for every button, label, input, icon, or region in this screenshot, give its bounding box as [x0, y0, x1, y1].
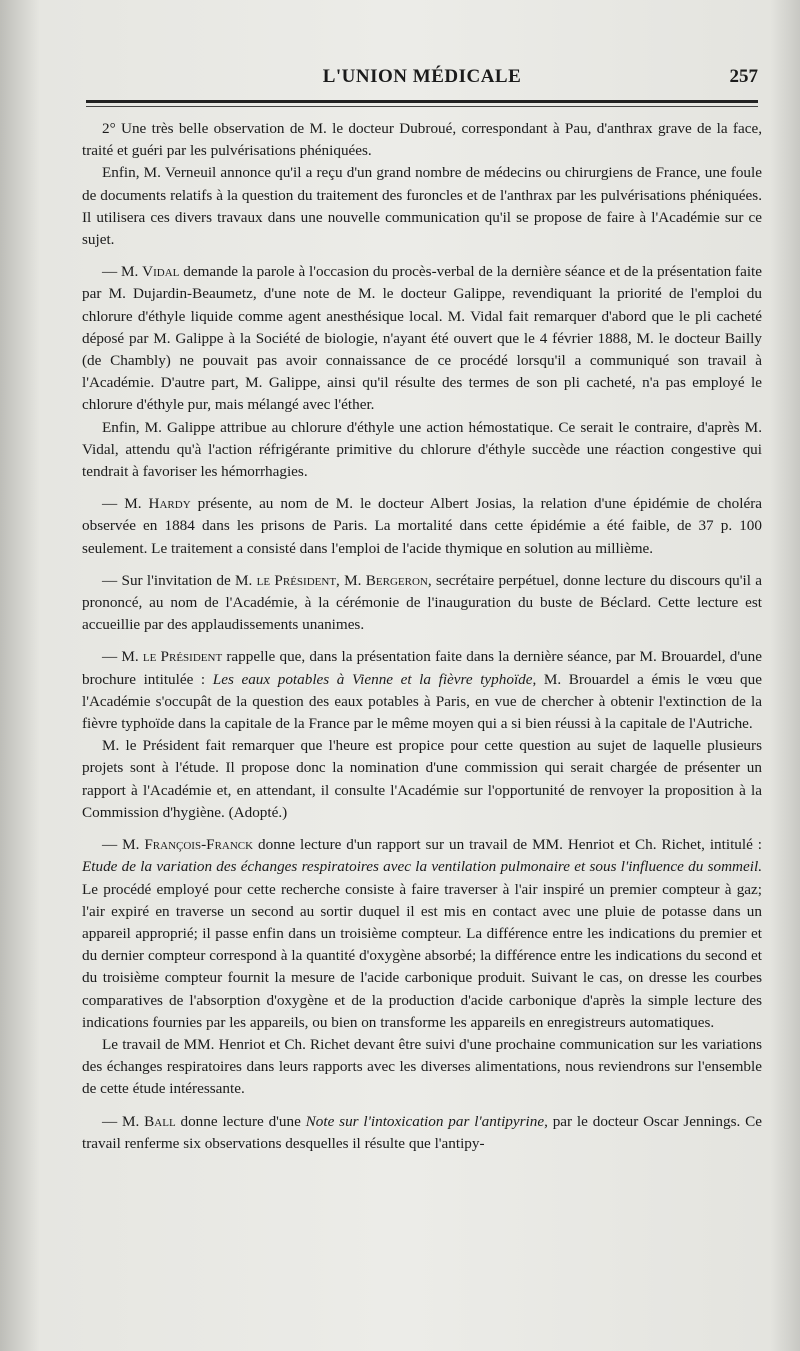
text-run: M. le Président fait remarquer que l'heure est propice pour cette question au sujet de laquelle plusieurs projets sont à l'étude. Il propose donc la nomination d'une commission qui serait chargée de présenter un rapport à l'Académie et, en attendant, il consulte l'Académie sur l'opportunité de renvoyer la proposition à la Commission d'hygiène. (Adopté.)	[82, 737, 762, 821]
text-run: rappelle que, dans la présentation faite dans la dernière séance, par M. Brouardel, d'une brochure intitulée :	[82, 648, 762, 688]
text-run: — M.	[102, 495, 149, 513]
text-run: donne lecture d'une	[175, 1112, 306, 1130]
speaker-name: le Président	[142, 648, 223, 666]
text-run: Enfin, M. Verneuil annonce qu'il a reçu d'un grand nombre de médecins ou chirurgiens de France, une foule de documents relatifs à la question du traitement des furoncles et de l'anthrax par les pulvérisations phéniquées. Il utilisera ces divers travaux dans une nouvelle communication qu'il se propose de faire à l'Académie sur ce sujet.	[82, 164, 762, 249]
journal-title: L'UNION MÉDICALE	[322, 66, 522, 87]
text-run: 2° Une très belle observation de M. le docteur Dubroué, correspondant à Pau, d'anthrax grave de la face, traité et guéri par les pulvérisations phéniquées.	[82, 120, 762, 160]
text-run: Le procédé employé pour cette recherche consiste à faire traverser à l'air inspiré un premier compteur à gaz; l'air expiré en traverse un second au sortir duquel il est mis en contact avec une pluie de potasse dans un appareil approprié; il passe enfin dans un troisième compteur. La différence entre les indications du premier et du dernier compteur correspond à la quantité d'oxygène absorbé; la différence entre les indications du second et du troisième compteur fournit la mesure de l'acide carbonique produit. Suivant le cas, on dresse les courbes comparatives de l'absorption d'oxygène et de la production d'acide carbonique d'après la simple lecture des indications fournies par les appareils, ou bien on transforme les appareils en enregistreurs automatiques.	[82, 880, 762, 1031]
paragraph-p10	[82, 1034, 762, 1101]
text-run: — Sur l'invitation de M.	[102, 571, 257, 589]
paragraph-p7	[82, 646, 762, 735]
paragraph-p5	[82, 493, 762, 560]
text-run: — M.	[102, 1112, 145, 1130]
text-run: , secrétaire perpétuel, donne lecture du discours qu'il a prononcé, au nom de l'Académie, à la cérémonie de l'inauguration du buste de Béclard. Cette lecture est accueillie par des applaudissements unanimes.	[82, 571, 762, 634]
paragraph-p1	[82, 118, 762, 162]
speaker-name: François-Franck	[144, 836, 254, 854]
work-title: Les eaux potables à Vienne et la fièvre typhoïde	[212, 670, 533, 688]
speaker-name: Hardy	[148, 495, 191, 513]
text-run: Le travail de MM. Henriot et Ch. Richet devant être suivi d'une prochaine communication sur les variations des échanges respiratoires dans leurs rapports avec les diverses alimentations, nous reviendrons sur l'ensemble de cette étude intéressante.	[82, 1035, 762, 1098]
page-number: 257	[729, 66, 758, 87]
paragraph-p8	[82, 735, 762, 824]
speaker-name: Bergeron	[365, 571, 428, 589]
paragraph-p6	[82, 570, 762, 637]
paragraph-p11	[82, 1111, 762, 1155]
speaker-name: le Président	[256, 571, 337, 589]
text-run: donne lecture d'un rapport sur un travail de MM. Henriot et Ch. Richet, intitulé :	[253, 836, 762, 854]
text-run: , par le docteur Oscar Jennings. Ce travail renferme six observations desquelles il résulte que l'antipy-	[82, 1112, 762, 1152]
text-run: Enfin, M. Galippe attribue au chlorure d'éthyle une action hémostatique. Ce serait le contraire, d'après M. Vidal, attendu qu'à l'action réfrigérante primitive du chlorure d'éthyle succède une réaction congestive qui tendrait à favoriser les hémorrhagies.	[82, 418, 762, 481]
paragraph-p4	[82, 417, 762, 484]
speaker-name: Vidal	[142, 263, 180, 281]
text-run: , M.	[336, 571, 366, 589]
text-run: demande la parole à l'occasion du procès-verbal de la dernière séance et de la présentation faite par M. Dujardin-Beaumetz, d'une note de M. le docteur Galippe, revendiquant la priorité de l'emploi du chlorure d'éthyle liquide comme agent anesthésique local. M. Vidal fait remarquer d'abord que le pli cacheté déposé par M. Galippe à la Société de biologie, n'ayant été ouvert que le 4 février 1888, M. le docteur Bailly (de Chambly) ne pouvait pas avoir connaissance de ce procédé lorsqu'il a communiqué son travail à l'Académie. D'autre part, M. Galippe, ainsi qu'il résulte des termes de son pli cacheté, n'a pas employé le chlorure d'éthyle pur, mais mélangé avec l'éther.	[82, 263, 762, 414]
work-title: Note sur l'intoxication par l'antipyrine	[305, 1112, 545, 1130]
paragraph-p9	[82, 834, 762, 1034]
paragraph-p2	[82, 162, 762, 251]
speaker-name: Ball	[144, 1112, 176, 1130]
text-run: présente, au nom de M. le docteur Albert Josias, la relation d'une épidémie de choléra observée en 1884 dans les prisons de Paris. La mortalité dans cette épidémie a été faible, de 37 p. 100 seulement. Le traitement a consisté dans l'emploi de l'acide thymique en solution au millième.	[82, 495, 762, 557]
running-head	[86, 66, 758, 96]
work-title: Etude de la variation des échanges respiratoires avec la ventilation pulmonaire et sous l'influence du sommeil.	[82, 858, 762, 876]
header-rule-thin	[86, 106, 758, 107]
article-body	[82, 118, 762, 1155]
paragraph-p3	[82, 261, 762, 416]
text-run: , M. Brouardel a émis le vœu que l'Académie s'occupât de la question des eaux potables à Paris, en vue de chercher à obtenir l'extinction de la fièvre typhoïde dans la capitale de la France par le même moyen qui a si bien réussi à la capitale de l'Autriche.	[82, 670, 762, 733]
text-run: — M.	[102, 648, 143, 666]
text-run: — M.	[102, 836, 145, 854]
text-run: — M.	[102, 263, 143, 281]
header-rule	[86, 100, 758, 103]
